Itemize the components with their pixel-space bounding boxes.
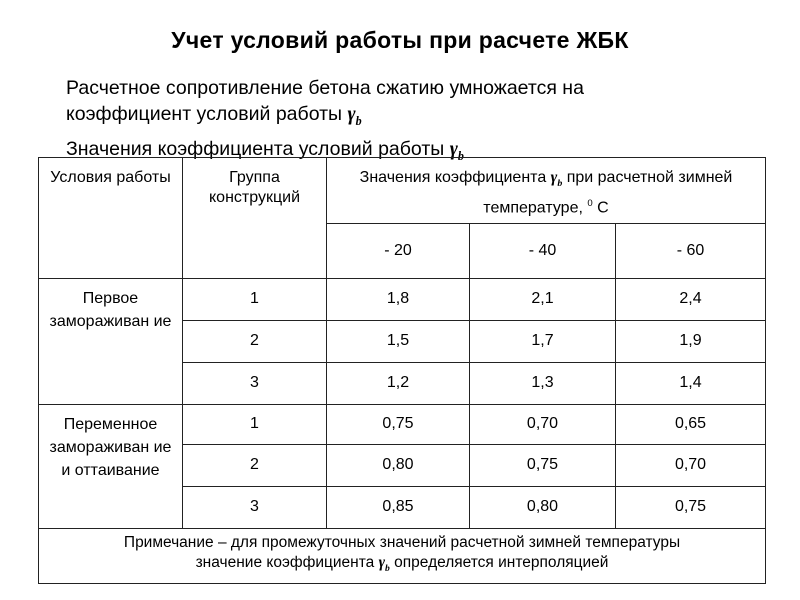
group-cell: 2	[183, 444, 327, 486]
value-cell: 0,70	[470, 404, 616, 444]
gamma-symbol: $\gamma_b$	[449, 138, 464, 163]
header-group: Группа конструкций	[183, 158, 327, 279]
header-conditions: Условия работы	[39, 158, 183, 279]
group-cell: 1	[183, 278, 327, 320]
table-row	[39, 404, 766, 444]
gamma-symbol: $\gamma_b$	[550, 169, 563, 190]
header-temp-1: - 20	[327, 223, 470, 278]
value-cell: 1,5	[327, 320, 470, 362]
intro-line-2-text: коэффициент условий работы	[66, 103, 348, 125]
value-cell: 0,70	[616, 444, 766, 486]
gamma-symbol: $\gamma_b$	[378, 553, 390, 574]
intro-line-3-text: Значения коэффициента условий работы	[66, 137, 450, 160]
value-cell: 0,65	[616, 404, 766, 444]
value-cell: 1,7	[470, 320, 616, 362]
intro-text	[66, 75, 766, 169]
value-cell: 2,1	[470, 278, 616, 320]
value-cell: 2,4	[616, 278, 766, 320]
coefficient-table-wrap	[38, 157, 765, 573]
header-temp-3: - 60	[616, 223, 766, 278]
intro-line-2	[66, 101, 766, 134]
group-cell: 2	[183, 320, 327, 362]
header-values: Значения коэффициента $\gamma_b$ при расчетной зимней температуре, $^0$ С	[327, 158, 766, 224]
value-cell: 0,75	[470, 444, 616, 486]
header-temp-2: - 40	[470, 223, 616, 278]
table-note	[39, 528, 766, 583]
value-cell: 0,80	[327, 444, 470, 486]
value-cell: 1,4	[616, 362, 766, 404]
slide-title: Учет условий работы при расчете ЖБК	[171, 27, 629, 53]
value-cell: 1,8	[327, 278, 470, 320]
group-cell: 3	[183, 362, 327, 404]
table-row	[39, 278, 766, 320]
value-cell: 1,3	[470, 362, 616, 404]
value-cell: 0,85	[327, 486, 470, 528]
value-cell: 0,80	[470, 486, 616, 528]
value-cell: 0,75	[327, 404, 470, 444]
note-line-1: Примечание – для промежуточных значений расчетной зимней температуры	[123, 533, 681, 551]
gamma-symbol: $\gamma_b$	[347, 104, 362, 128]
value-cell: 1,2	[327, 362, 470, 404]
group-cell: 3	[183, 486, 327, 528]
value-cell: 0,75	[616, 486, 766, 528]
value-cell: 1,9	[616, 320, 766, 362]
condition-cell: Первое замораживан ие	[39, 278, 183, 404]
condition-cell: Переменное замораживан ие и оттаивание	[39, 404, 183, 528]
note-line-2: значение коэффициента $\gamma_b$ определяется интерполяцией	[195, 553, 609, 574]
group-cell: 1	[183, 404, 327, 444]
coefficient-table	[38, 157, 766, 584]
intro-line-1: Расчетное сопротивление бетона сжатию умножается на	[66, 77, 584, 99]
